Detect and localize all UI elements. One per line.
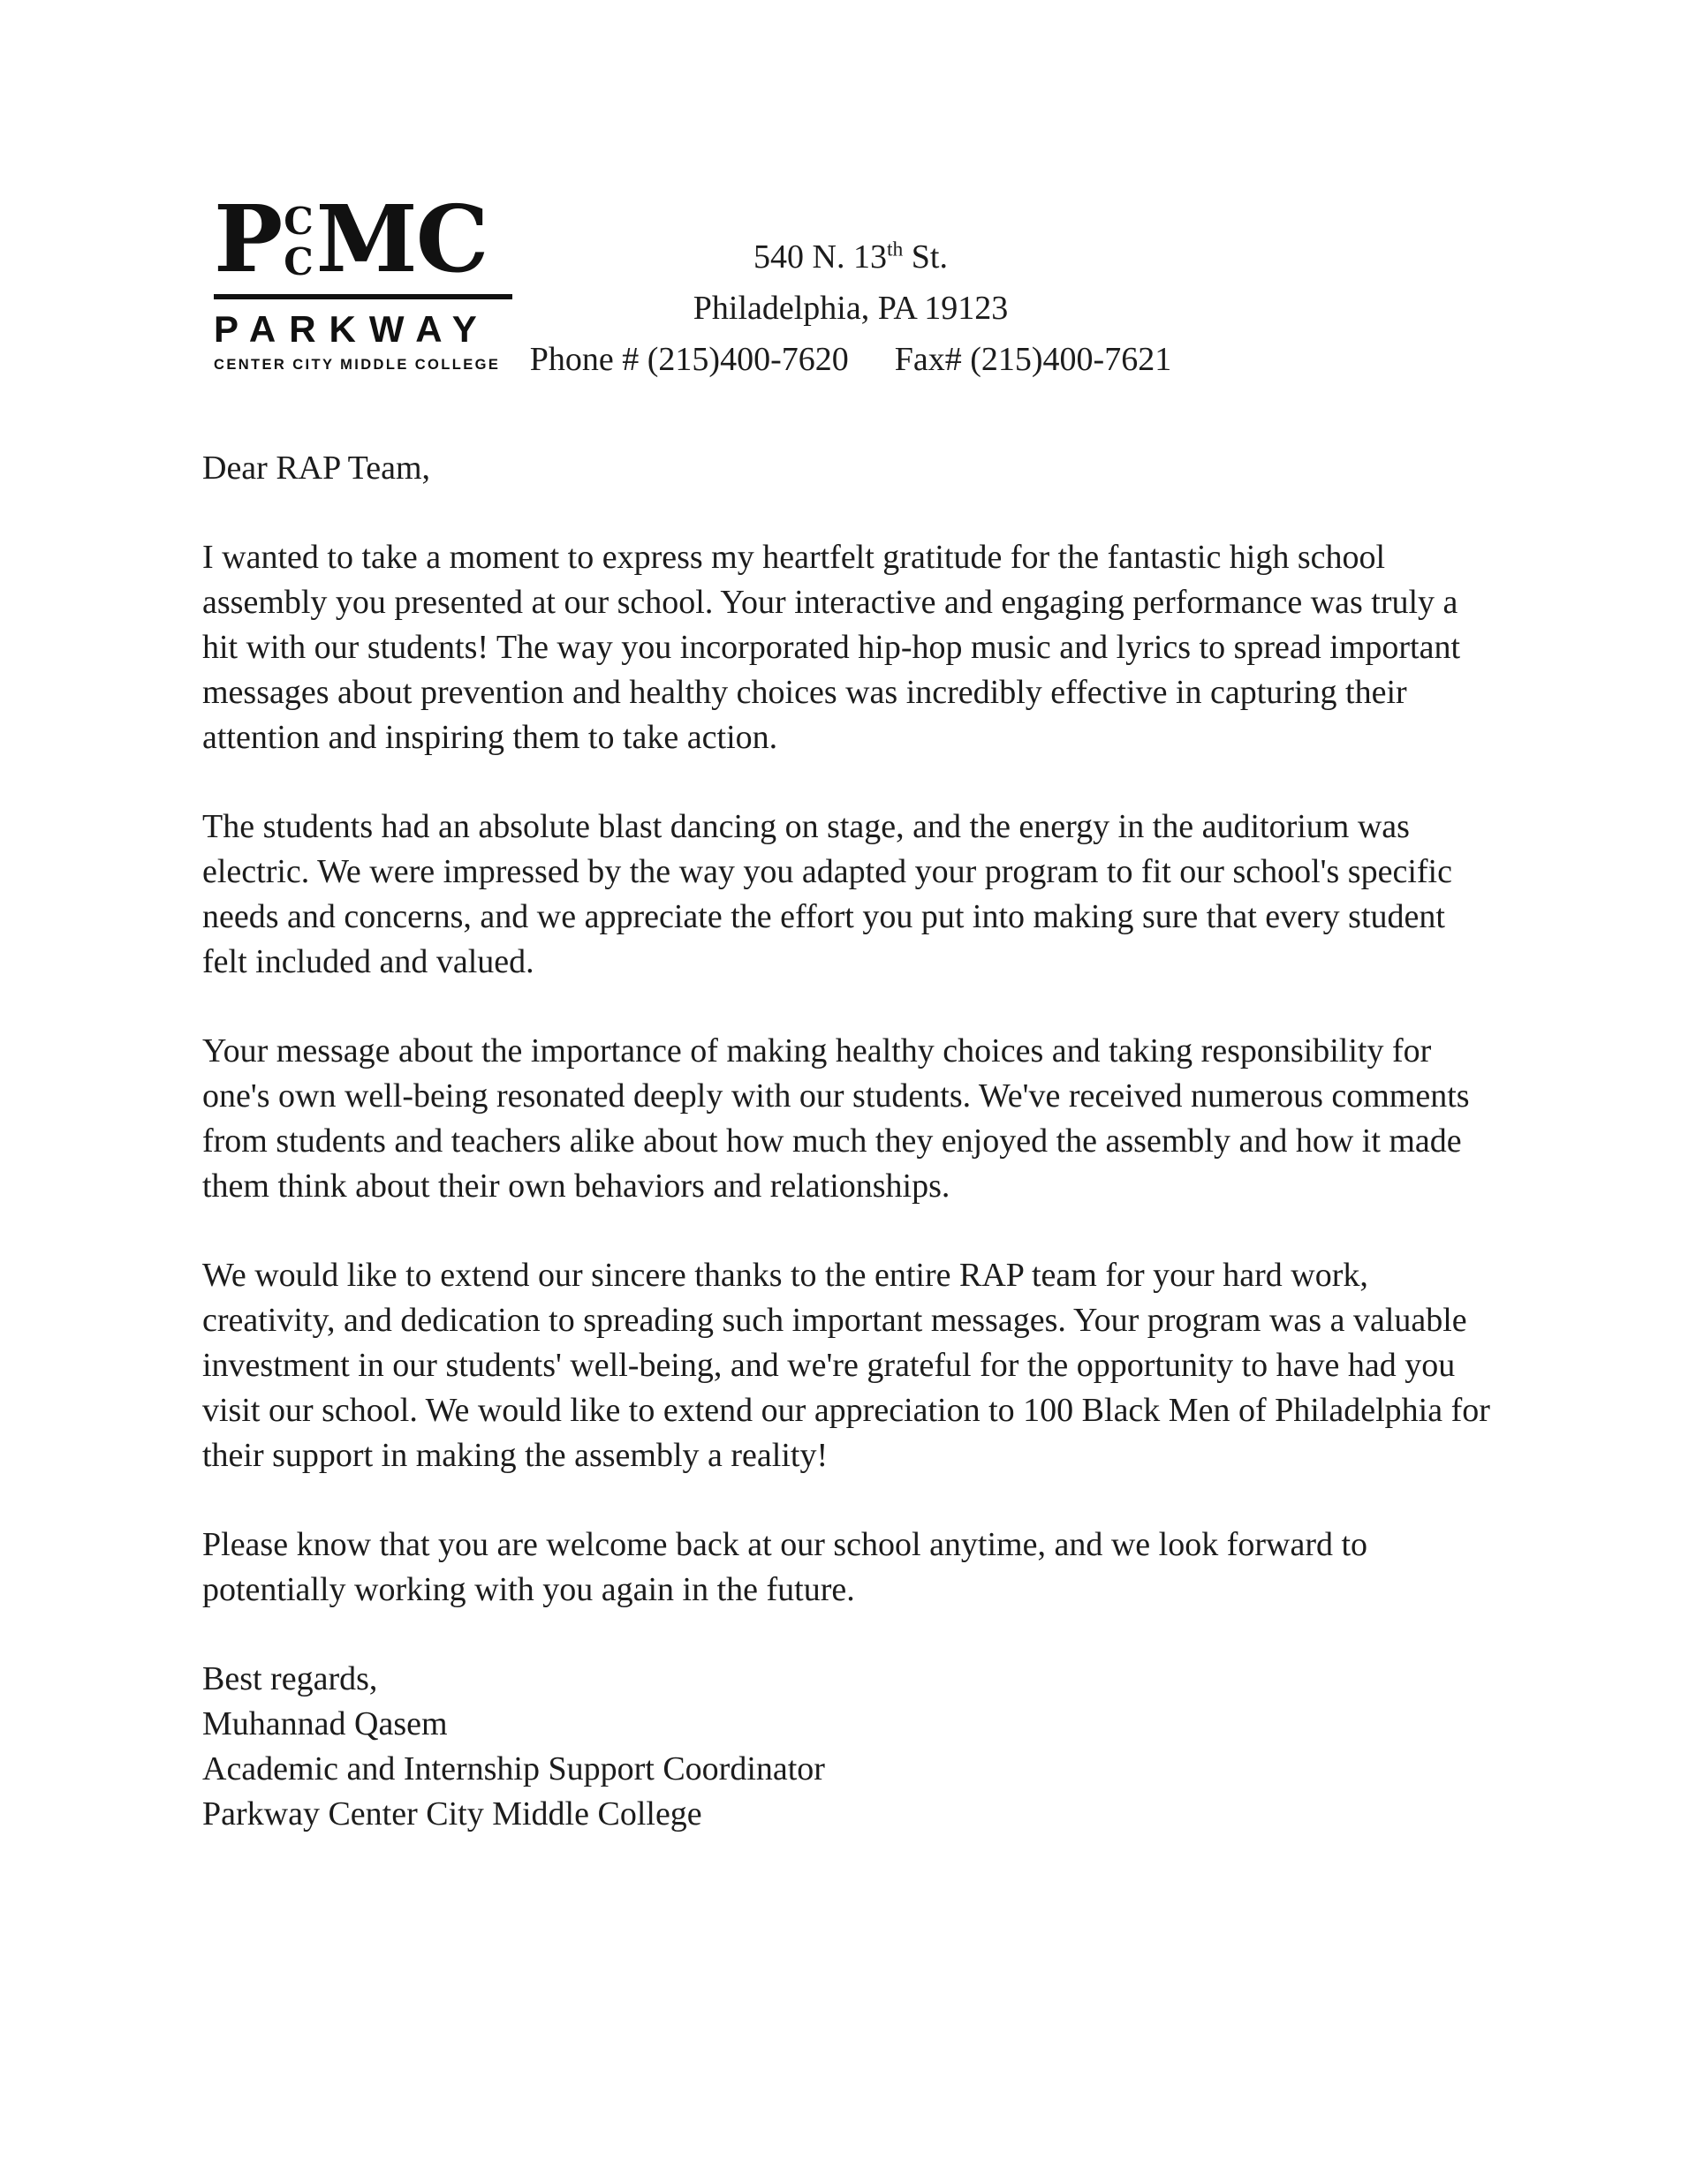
closing-valediction: Best regards, bbox=[202, 1660, 378, 1697]
fax-number: Fax# (215)400-7621 bbox=[894, 341, 1172, 378]
closing-sender-name: Muhannad Qasem bbox=[202, 1705, 448, 1742]
letter-paragraph-2: The students had an absolute blast dancing on stage, and the energy in the auditorium was electric. We were impressed by the way you adapted your program to fit our school's specific needs and concerns, and we appreciate the effort you put into making sure that every student felt included and valued. bbox=[202, 808, 1452, 980]
address-street-suffix: St. bbox=[903, 238, 948, 276]
letter-paragraph-3: Your message about the importance of making healthy choices and taking responsibility for one's own well-being resonated deeply with our students. We've received numerous comments from students and teachers alike about how much they enjoyed the assembly and how it made them think about their own behaviors and relationships. bbox=[202, 1032, 1470, 1205]
address-city-line: Philadelphia, PA 19123 bbox=[693, 290, 1009, 327]
address-street-number: 540 N. 13 bbox=[753, 238, 887, 276]
logo-letter-p: P bbox=[214, 185, 282, 293]
logo-letter-c-top: C bbox=[284, 200, 314, 243]
logo-divider-rule bbox=[214, 294, 512, 299]
logo-letters-mc: MC bbox=[315, 185, 488, 293]
address-street-line bbox=[515, 231, 1186, 283]
letter-paragraph-1: I wanted to take a moment to express my heartfelt gratitude for the fantastic high school assembly you presented at our school. Your interactive and engaging performance was truly a hit with our students! The way you incorporated hip-hop music and lyrics to spread important messages about prevention and healthy choices was incredibly effective in capturing their attention and inspiring them to take action. bbox=[202, 539, 1461, 756]
letterhead bbox=[201, 185, 1495, 452]
closing-block bbox=[202, 1657, 1494, 1837]
address-street-ordinal: th bbox=[886, 238, 904, 261]
closing-sender-title: Academic and Internship Support Coordinator bbox=[202, 1750, 825, 1787]
school-address-block bbox=[515, 231, 1186, 385]
salutation: Dear RAP Team, bbox=[202, 450, 431, 487]
logo-letter-c-bottom: C bbox=[284, 240, 314, 283]
letter-paragraph-5: Please know that you are welcome back at our school anytime, and we look forward to potentially working with you again in the future. bbox=[202, 1526, 1368, 1608]
phone-number: Phone # (215)400-7620 bbox=[529, 341, 849, 378]
logo-school-name: PARKWAY bbox=[214, 307, 490, 350]
logo-stacked-cc bbox=[281, 196, 315, 283]
logo-tagline: CENTER CITY MIDDLE COLLEGE bbox=[214, 356, 501, 373]
phone-fax-line bbox=[515, 334, 1186, 385]
letter-paragraph-4: We would like to extend our sincere thanks to the entire RAP team for your hard work, creativity, and dedication to spreading such important messages. Your program was a valuable investment in our students' well-being, and we're grateful for the opportunity to have had you visit our school. We would like to extend our appreciation to 100 Black Men of Philadelphia for their support in making the assembly a reality! bbox=[202, 1257, 1490, 1474]
pccmc-logo bbox=[214, 185, 512, 374]
letter-body bbox=[202, 446, 1494, 1837]
logo-wordmark bbox=[214, 185, 512, 293]
closing-sender-org: Parkway Center City Middle College bbox=[202, 1795, 702, 1833]
